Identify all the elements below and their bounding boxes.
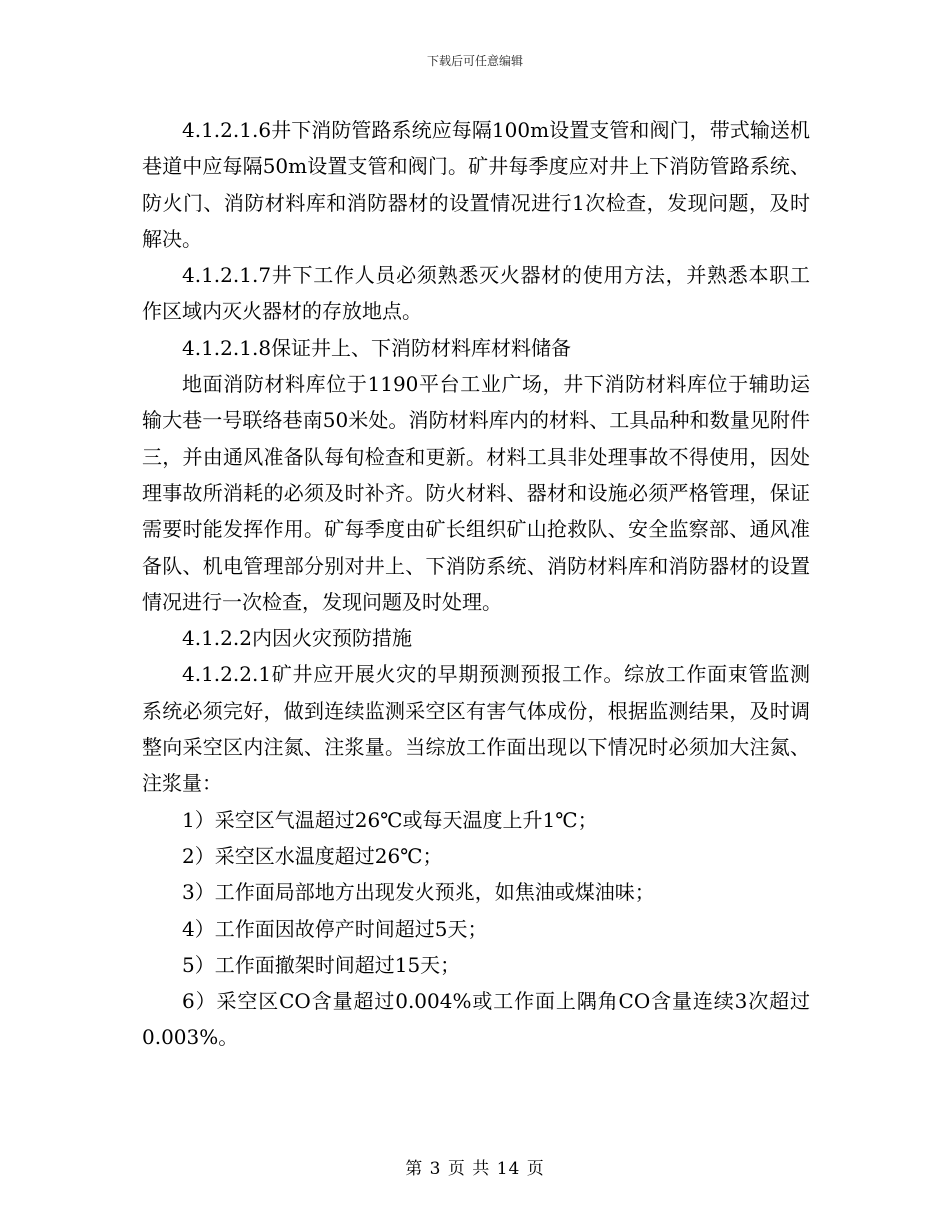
list-item-2: 2）采空区水温度超过26℃；: [182, 843, 443, 868]
paragraph-4-1-2-1-6: 4.1.2.1.6井下消防管路系统应每隔100m设置支管和阀门，带式输送机巷道中应每隔50m设置支管和阀门。矿井每季度应对井上下消防管路系统、防火门、消防材料库和消防器材的设置情况进行1次检查，发现问题，及时解决。: [142, 118, 810, 251]
list-item-4: 4）工作面因故停产时间超过5天；: [182, 916, 488, 941]
paragraph-4-1-2-1-7: 4.1.2.1.7井下工作人员必须熟悉灭火器材的使用方法，并熟悉本职工作区域内灭火器材的存放地点。: [142, 263, 810, 324]
paragraph-material-storage: 地面消防材料库位于1190平台工业广场，井下消防材料库位于辅助运输大巷一号联络巷南50米处。消防材料库内的材料、工具品种和数量见附件三，并由通风准备队每旬检查和更新。材料工具非处理事故不得使用，因处理事故所消耗的必须及时补齐。防火材料、器材和设施必须严格管理，保证需要时能发挥作用。矿每季度由矿长组织矿山抢救队、安全监察部、通风准备队、机电管理部分别对井上、下消防系统、消防材料库和消防器材的设置情况进行一次检查，发现问题及时处理。: [142, 372, 810, 614]
page-header: 下载后可任意编辑: [426, 54, 523, 68]
list-item-1: 1）采空区气温超过26℃或每天温度上升1℃；: [182, 807, 598, 832]
page-footer: 第 3 页 共 14 页: [405, 1159, 545, 1179]
paragraph-4-1-2-2-1: 4.1.2.2.1矿井应开展火灾的早期预测预报工作。综放工作面束管监测系统必须完好，做到连续监测采空区有害气体成份，根据监测结果，及时调整向采空区内注氮、注浆量。当综放工作面出现以下情况时必须加大注氮、注浆量：: [142, 662, 810, 796]
paragraph-4-1-2-1-8: 4.1.2.1.8保证井上、下消防材料库材料储备: [182, 335, 572, 360]
list-item-3: 3）工作面局部地方出现发火预兆，如焦油或煤油味；: [182, 880, 655, 905]
list-item-5: 5）工作面撤架时间超过15天；: [182, 952, 461, 977]
section-heading-4-1-2-2: 4.1.2.2内因火灾预防措施: [182, 626, 412, 651]
document-body: [142, 112, 810, 1056]
list-item-6: 6）采空区CO含量超过0.004%或工作面上隅角CO含量连续3次超过0.003%。: [142, 989, 810, 1050]
